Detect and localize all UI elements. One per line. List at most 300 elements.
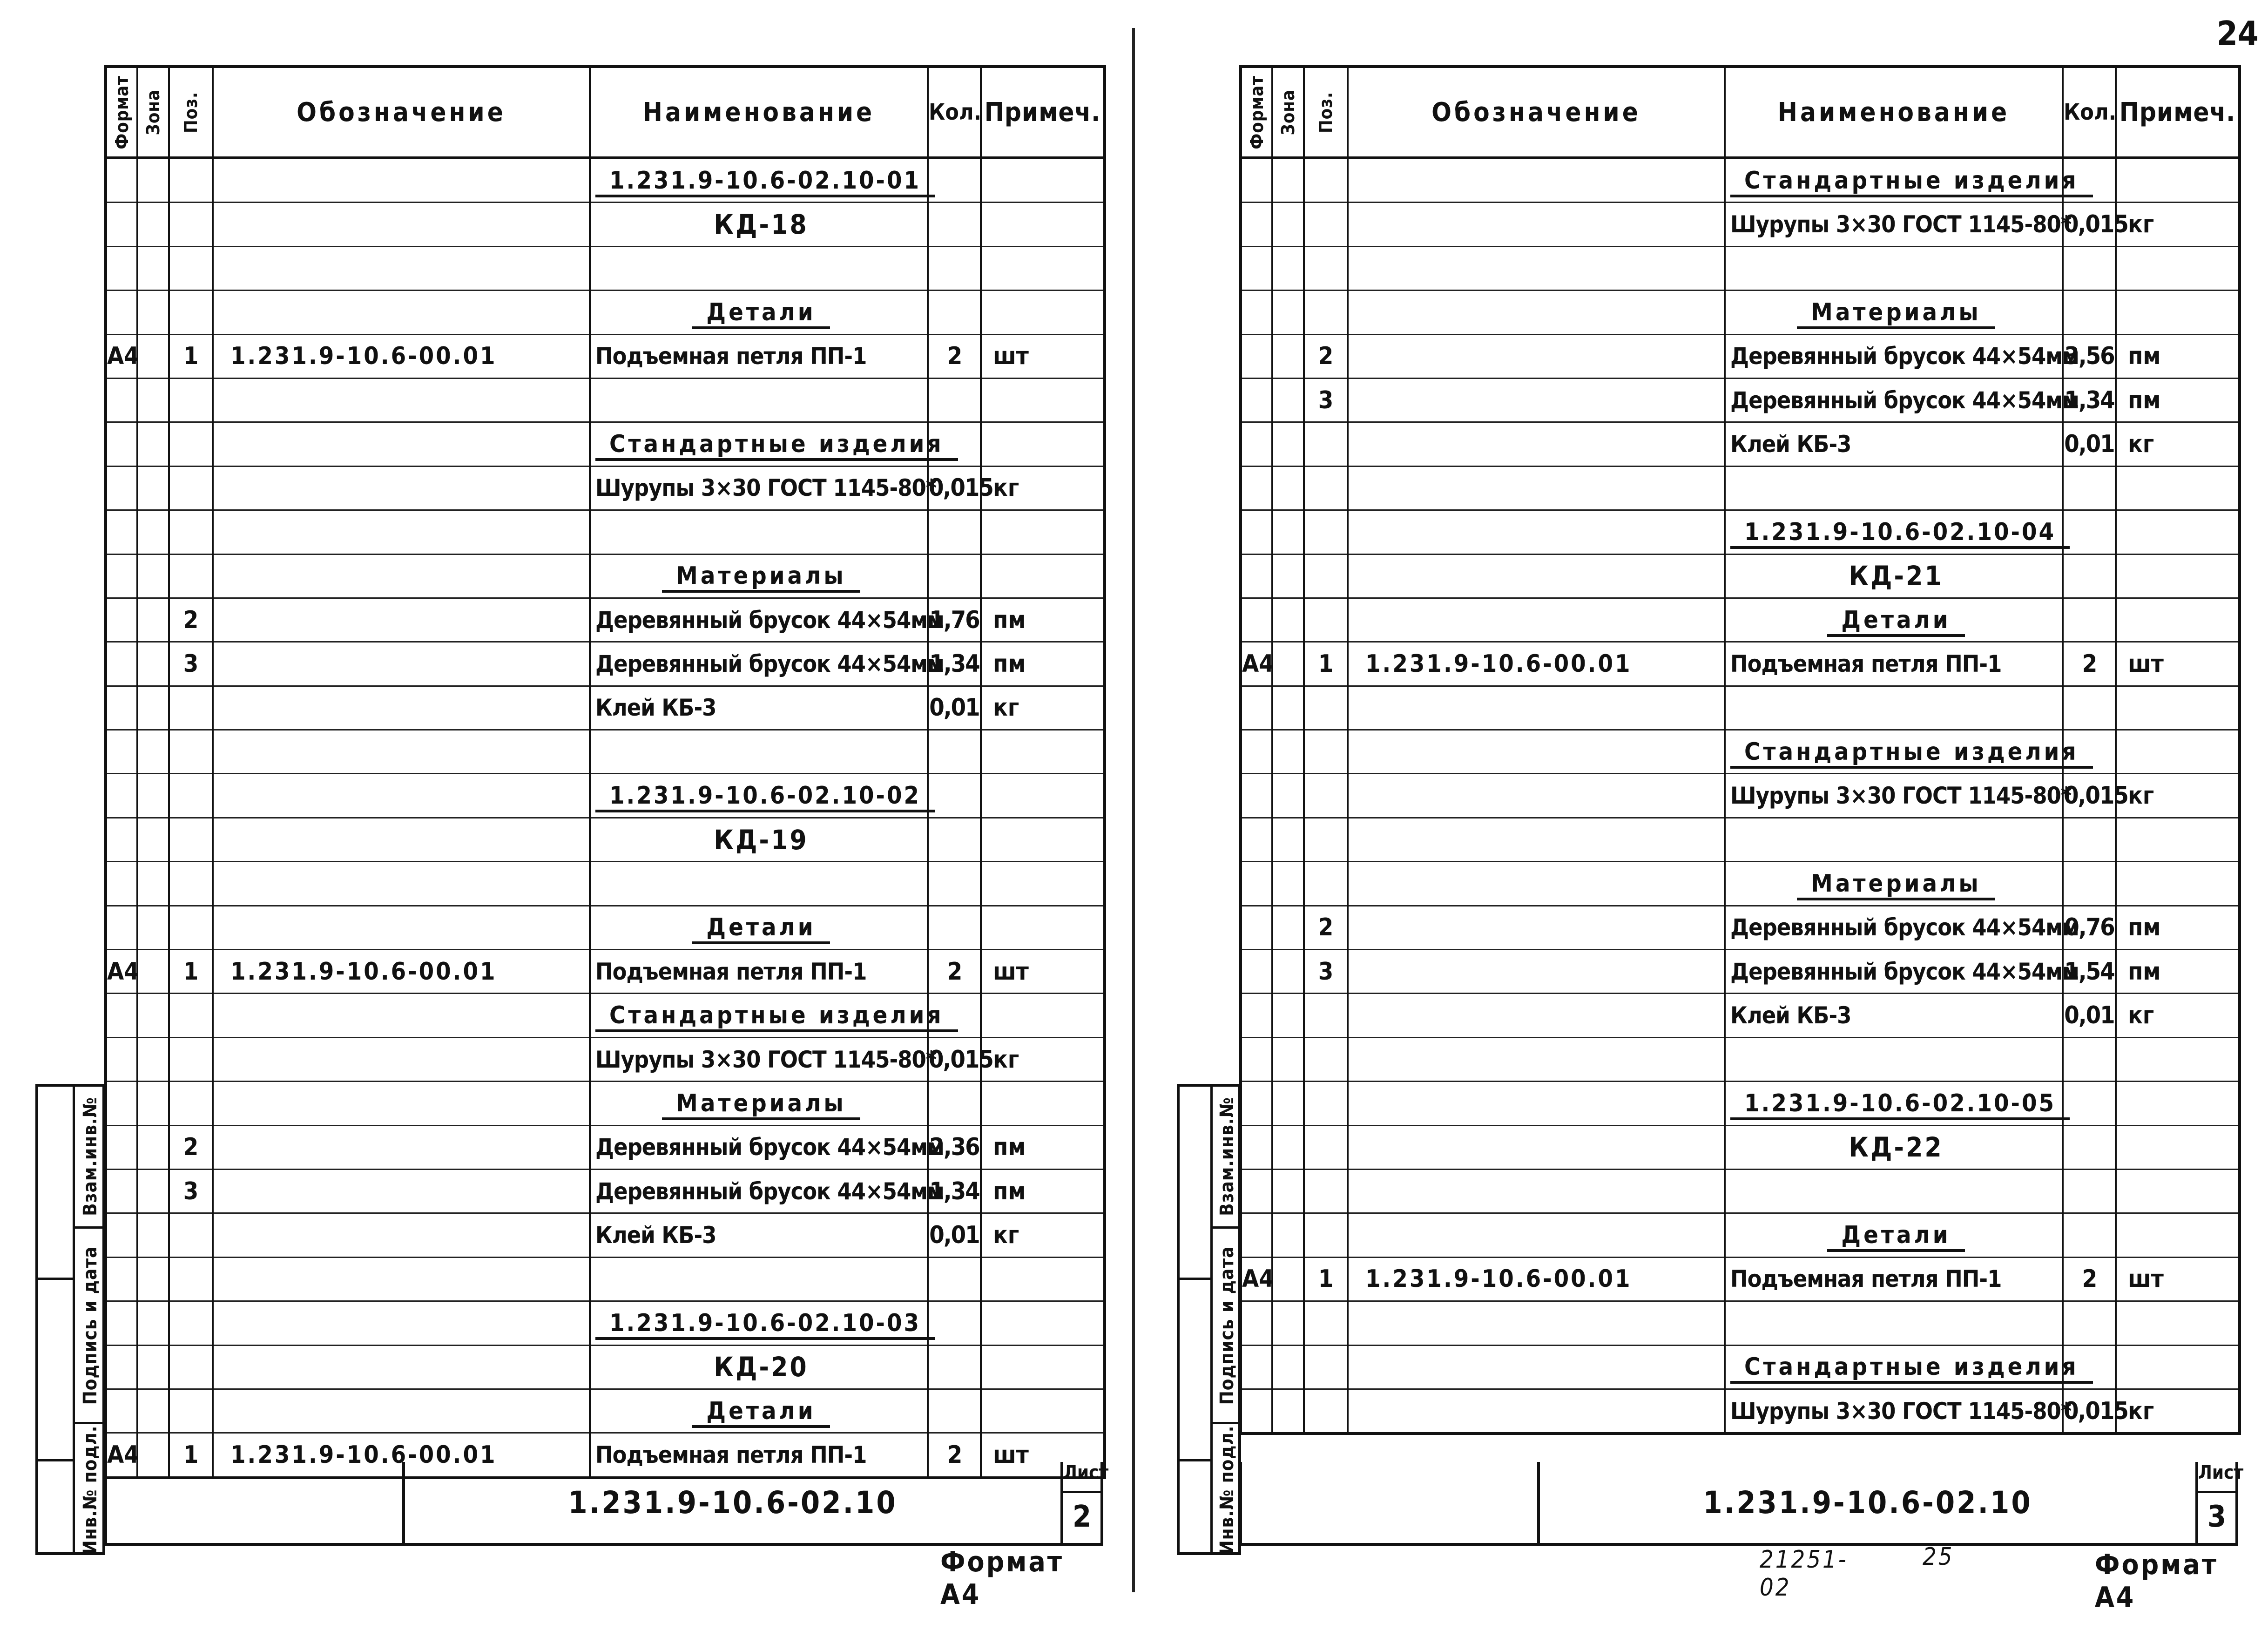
name-cell: Подъемная петля ПП-1 <box>590 1433 928 1478</box>
quantity-cell: 0,01 <box>928 686 981 730</box>
position-cell <box>169 730 213 774</box>
name-cell: Клей КБ-3 <box>1725 422 2063 466</box>
position-cell <box>1304 1301 1348 1345</box>
position-cell <box>1304 466 1348 510</box>
designation-cell <box>213 1389 590 1433</box>
table-row <box>106 1345 1105 1389</box>
name-cell: КД-21 <box>1725 554 2063 598</box>
zone-cell <box>1272 730 1304 774</box>
zone-cell <box>137 1169 169 1213</box>
name-cell: КД-19 <box>590 818 928 861</box>
name-cell: Стандартные изделия <box>590 422 928 466</box>
table-row <box>106 422 1105 466</box>
note-cell: пм <box>2116 378 2240 422</box>
note-cell <box>2116 510 2240 554</box>
sheet-label: Лист <box>2198 1462 2235 1493</box>
quantity-cell <box>2063 1082 2116 1125</box>
designation-cell: 1.231.9-10.6-00.01 <box>1348 1257 1725 1301</box>
format-cell <box>1241 378 1272 422</box>
format-cell <box>106 1037 137 1081</box>
designation-cell <box>213 291 590 334</box>
name-cell: Подъемная петля ПП-1 <box>1725 642 2063 686</box>
designation-cell <box>1348 1345 1725 1389</box>
note-cell <box>981 510 1105 554</box>
format-cell <box>106 1389 137 1433</box>
note-cell: кг <box>2116 774 2240 818</box>
designation-cell <box>213 378 590 422</box>
name-cell: Детали <box>590 1389 928 1433</box>
format-cell <box>1241 466 1272 510</box>
table-row <box>1241 378 2240 422</box>
position-cell: 1 <box>169 950 213 994</box>
format-cell <box>106 554 137 598</box>
table-row <box>106 1301 1105 1345</box>
note-cell <box>981 994 1105 1037</box>
zone-cell <box>137 862 169 906</box>
zone-cell <box>1272 1389 1304 1434</box>
designation-cell <box>1348 334 1725 378</box>
designation-cell <box>213 510 590 554</box>
title-block-right <box>1239 1462 2244 1546</box>
quantity-cell: 2 <box>928 950 981 994</box>
zone-cell <box>137 1082 169 1125</box>
note-cell: пм <box>2116 906 2240 949</box>
position-cell <box>1304 994 1348 1037</box>
format-cell <box>1241 1301 1272 1345</box>
name-cell: Деревянный брусок 44×54мм <box>590 642 928 686</box>
table-row <box>1241 466 2240 510</box>
name-cell: Детали <box>590 906 928 949</box>
position-cell: 2 <box>169 1125 213 1169</box>
designation-cell <box>213 246 590 290</box>
table-row <box>106 818 1105 861</box>
sidebar-signature-label: Подпись и дата <box>79 1246 101 1405</box>
table-row <box>106 158 1105 203</box>
quantity-cell <box>2063 862 2116 906</box>
designation-cell <box>1348 1213 1725 1257</box>
name-cell: Стандартные изделия <box>1725 1345 2063 1389</box>
designation-cell <box>1348 818 1725 861</box>
name-cell: 1.231.9-10.6-02.10-05 <box>1725 1082 2063 1125</box>
designation-cell <box>213 774 590 818</box>
note-cell: кг <box>981 686 1105 730</box>
zone-cell <box>137 334 169 378</box>
table-row <box>1241 158 2240 203</box>
position-cell <box>1304 862 1348 906</box>
quantity-cell: 0,01 <box>2063 994 2116 1037</box>
designation-cell <box>213 158 590 203</box>
zone-cell <box>1272 158 1304 203</box>
note-cell <box>981 291 1105 334</box>
header-note: Примеч. <box>981 67 1105 158</box>
quantity-cell <box>928 158 981 203</box>
name-cell: 1.231.9-10.6-02.10-02 <box>590 774 928 818</box>
table-row <box>1241 1345 2240 1389</box>
format-cell <box>106 1169 137 1213</box>
zone-cell <box>1272 950 1304 994</box>
sidebar-stamp-right <box>1177 1084 1241 1555</box>
table-row <box>1241 1037 2240 1081</box>
note-cell: шт <box>981 950 1105 994</box>
zone-cell <box>137 818 169 861</box>
note-cell <box>981 554 1105 598</box>
table-row <box>106 1082 1105 1125</box>
note-cell: кг <box>2116 203 2240 246</box>
position-cell <box>169 906 213 949</box>
format-cell <box>1241 1037 1272 1081</box>
format-cell <box>106 378 137 422</box>
format-cell <box>106 158 137 203</box>
position-cell: 3 <box>1304 950 1348 994</box>
zone-cell <box>137 1345 169 1389</box>
format-cell <box>1241 554 1272 598</box>
footer-format-left: Формат А4 <box>940 1546 1064 1611</box>
name-cell: 1.231.9-10.6-02.10-03 <box>590 1301 928 1345</box>
quantity-cell <box>928 774 981 818</box>
note-cell <box>2116 818 2240 861</box>
zone-cell <box>137 906 169 949</box>
position-cell <box>1304 1082 1348 1125</box>
designation-cell <box>1348 862 1725 906</box>
note-cell <box>981 1389 1105 1433</box>
format-cell <box>1241 598 1272 642</box>
name-cell <box>590 246 928 290</box>
table-row <box>106 1257 1105 1301</box>
position-cell <box>1304 1345 1348 1389</box>
position-cell <box>1304 203 1348 246</box>
designation-cell <box>213 1169 590 1213</box>
quantity-cell <box>2063 291 2116 334</box>
format-cell <box>1241 862 1272 906</box>
format-cell <box>1241 158 1272 203</box>
name-cell: Деревянный брусок 44×54мм <box>1725 906 2063 949</box>
quantity-cell <box>2063 1213 2116 1257</box>
name-cell <box>590 862 928 906</box>
header-format: Формат <box>1241 67 1272 158</box>
designation-cell <box>1348 686 1725 730</box>
zone-cell <box>1272 598 1304 642</box>
table-row <box>1241 1082 2240 1125</box>
designation-cell <box>1348 1389 1725 1434</box>
name-cell: Детали <box>590 291 928 334</box>
position-cell <box>1304 1213 1348 1257</box>
note-cell <box>981 818 1105 861</box>
table-row <box>106 686 1105 730</box>
position-cell: 2 <box>1304 334 1348 378</box>
note-cell <box>981 906 1105 949</box>
zone-cell <box>1272 246 1304 290</box>
position-cell: 3 <box>169 1169 213 1213</box>
quantity-cell: 1,34 <box>2063 378 2116 422</box>
name-cell <box>1725 1169 2063 1213</box>
format-cell: А4 <box>106 1433 137 1478</box>
name-cell: Деревянный брусок 44×54мм <box>590 598 928 642</box>
sidebar-inventory-label: Инв.№ подл. <box>79 1425 101 1554</box>
format-cell <box>1241 818 1272 861</box>
quantity-cell <box>928 862 981 906</box>
note-cell: кг <box>2116 422 2240 466</box>
table-row <box>1241 862 2240 906</box>
format-cell <box>1241 1169 1272 1213</box>
table-row <box>1241 642 2240 686</box>
note-cell <box>2116 1169 2240 1213</box>
position-cell: 1 <box>1304 1257 1348 1301</box>
table-row <box>106 950 1105 994</box>
note-cell <box>2116 730 2240 774</box>
format-cell <box>106 730 137 774</box>
table-row <box>106 291 1105 334</box>
zone-cell <box>1272 686 1304 730</box>
quantity-cell: 0,015 <box>2063 203 2116 246</box>
header-row <box>106 67 1105 158</box>
position-cell <box>1304 1389 1348 1434</box>
position-cell: 2 <box>169 598 213 642</box>
zone-cell <box>137 158 169 203</box>
position-cell <box>169 1257 213 1301</box>
note-cell: кг <box>2116 994 2240 1037</box>
designation-cell <box>1348 378 1725 422</box>
name-cell: Подъемная петля ПП-1 <box>1725 1257 2063 1301</box>
designation-cell <box>213 1037 590 1081</box>
table-row <box>1241 994 2240 1037</box>
document-code: 1.231.9-10.6-02.10 <box>1537 1462 2195 1543</box>
quantity-cell <box>928 818 981 861</box>
table-row <box>106 642 1105 686</box>
quantity-cell <box>928 1301 981 1345</box>
position-cell <box>1304 1037 1348 1081</box>
designation-cell: 1.231.9-10.6-00.01 <box>213 950 590 994</box>
quantity-cell: 0,01 <box>928 1213 981 1257</box>
sidebar-replacement-label: Взам.инв.№ <box>79 1097 101 1216</box>
position-cell <box>1304 686 1348 730</box>
quantity-cell: 1,34 <box>928 642 981 686</box>
page-number: 24 <box>2216 14 2259 53</box>
sidebar-replacement-label: Взам.инв.№ <box>1216 1097 1238 1216</box>
format-cell <box>106 774 137 818</box>
note-cell: шт <box>2116 642 2240 686</box>
name-cell <box>1725 818 2063 861</box>
designation-cell <box>1348 1169 1725 1213</box>
note-cell <box>981 246 1105 290</box>
table-row <box>1241 203 2240 246</box>
format-cell <box>106 1345 137 1389</box>
header-position: Поз. <box>1304 67 1348 158</box>
table-row <box>106 466 1105 510</box>
designation-cell <box>213 642 590 686</box>
position-cell: 1 <box>1304 642 1348 686</box>
name-cell: Шурупы 3×30 ГОСТ 1145-80* <box>1725 203 2063 246</box>
designation-cell <box>213 1125 590 1169</box>
position-cell <box>1304 730 1348 774</box>
zone-cell <box>1272 818 1304 861</box>
header-quantity: Кол. <box>928 67 981 158</box>
format-cell <box>1241 1082 1272 1125</box>
table-row <box>1241 422 2240 466</box>
zone-cell <box>1272 1301 1304 1345</box>
note-cell: шт <box>981 334 1105 378</box>
zone-cell <box>137 598 169 642</box>
position-cell: 3 <box>1304 378 1348 422</box>
name-cell <box>590 1257 928 1301</box>
zone-cell <box>1272 642 1304 686</box>
zone-cell <box>1272 334 1304 378</box>
format-cell <box>1241 1213 1272 1257</box>
name-cell: 1.231.9-10.6-02.10-04 <box>1725 510 2063 554</box>
designation-cell <box>1348 422 1725 466</box>
table-row <box>1241 510 2240 554</box>
table-row <box>106 1213 1105 1257</box>
quantity-cell: 2 <box>2063 642 2116 686</box>
note-cell <box>2116 158 2240 203</box>
position-cell <box>1304 422 1348 466</box>
designation-cell <box>213 906 590 949</box>
note-cell: кг <box>981 1213 1105 1257</box>
position-cell <box>1304 554 1348 598</box>
note-cell: пм <box>981 1169 1105 1213</box>
format-cell <box>1241 1125 1272 1169</box>
zone-cell <box>1272 378 1304 422</box>
note-cell <box>981 730 1105 774</box>
note-cell <box>981 1345 1105 1389</box>
position-cell <box>1304 510 1348 554</box>
designation-cell <box>1348 291 1725 334</box>
name-cell: Деревянный брусок 44×54мм <box>1725 334 2063 378</box>
quantity-cell: 1,34 <box>928 1169 981 1213</box>
header-format: Формат <box>106 67 137 158</box>
format-cell: А4 <box>106 950 137 994</box>
table-row <box>1241 246 2240 290</box>
zone-cell <box>137 642 169 686</box>
note-cell <box>981 158 1105 203</box>
designation-cell <box>1348 1301 1725 1345</box>
quantity-cell: 2 <box>928 1433 981 1478</box>
note-cell <box>2116 246 2240 290</box>
note-cell: пм <box>981 598 1105 642</box>
zone-cell <box>1272 466 1304 510</box>
name-cell <box>1725 466 2063 510</box>
zone-cell <box>1272 422 1304 466</box>
quantity-cell <box>928 730 981 774</box>
position-cell <box>1304 246 1348 290</box>
note-cell: пм <box>981 642 1105 686</box>
name-cell <box>590 378 928 422</box>
table-row <box>1241 818 2240 861</box>
designation-cell: 1.231.9-10.6-00.01 <box>1348 642 1725 686</box>
quantity-cell <box>928 291 981 334</box>
table-row <box>1241 906 2240 949</box>
zone-cell <box>1272 1257 1304 1301</box>
table-row <box>1241 598 2240 642</box>
table-row <box>106 246 1105 290</box>
zone-cell <box>137 1389 169 1433</box>
position-cell <box>1304 291 1348 334</box>
sidebar-inventory-label: Инв.№ подл. <box>1216 1425 1238 1554</box>
note-cell <box>2116 291 2240 334</box>
header-zone: Зона <box>137 67 169 158</box>
position-cell <box>169 1301 213 1345</box>
format-cell <box>1241 1345 1272 1389</box>
quantity-cell <box>2063 1125 2116 1169</box>
position-cell <box>169 422 213 466</box>
table-row <box>106 730 1105 774</box>
note-cell: пм <box>981 1125 1105 1169</box>
designation-cell <box>1348 466 1725 510</box>
header-zone: Зона <box>1272 67 1304 158</box>
quantity-cell <box>2063 466 2116 510</box>
format-cell <box>1241 246 1272 290</box>
table-row <box>106 554 1105 598</box>
position-cell <box>169 466 213 510</box>
position-cell: 1 <box>169 334 213 378</box>
designation-cell <box>1348 554 1725 598</box>
name-cell: Детали <box>1725 598 2063 642</box>
format-cell <box>1241 994 1272 1037</box>
header-row <box>1241 67 2240 158</box>
format-cell <box>1241 291 1272 334</box>
table-row <box>106 774 1105 818</box>
note-cell: кг <box>981 466 1105 510</box>
zone-cell <box>137 422 169 466</box>
position-cell <box>169 862 213 906</box>
format-cell <box>1241 1389 1272 1434</box>
zone-cell <box>137 686 169 730</box>
name-cell: Материалы <box>1725 291 2063 334</box>
position-cell <box>169 818 213 861</box>
quantity-cell: 1,54 <box>2063 950 2116 994</box>
name-cell: Шурупы 3×30 ГОСТ 1145-80* <box>590 466 928 510</box>
table-row <box>106 510 1105 554</box>
table-row <box>106 203 1105 246</box>
name-cell: Материалы <box>1725 862 2063 906</box>
zone-cell <box>137 378 169 422</box>
quantity-cell: 2 <box>928 334 981 378</box>
note-cell <box>981 774 1105 818</box>
sidebar-signature-label: Подпись и дата <box>1216 1246 1238 1405</box>
designation-cell <box>213 994 590 1037</box>
table-row <box>106 906 1105 949</box>
header-designation: Обозначение <box>213 67 590 158</box>
name-cell: Материалы <box>590 554 928 598</box>
note-cell <box>2116 466 2240 510</box>
format-cell <box>106 642 137 686</box>
format-cell <box>1241 203 1272 246</box>
format-cell: А4 <box>1241 642 1272 686</box>
designation-cell <box>1348 510 1725 554</box>
quantity-cell: 2 <box>2063 1257 2116 1301</box>
zone-cell <box>137 994 169 1037</box>
name-cell <box>1725 1037 2063 1081</box>
sheet-divider <box>1132 28 1135 1592</box>
name-cell <box>1725 246 2063 290</box>
position-cell <box>169 554 213 598</box>
zone-cell <box>137 203 169 246</box>
name-cell: Материалы <box>590 1082 928 1125</box>
position-cell <box>169 1389 213 1433</box>
note-cell: кг <box>2116 1389 2240 1434</box>
quantity-cell <box>2063 246 2116 290</box>
name-cell: Клей КБ-3 <box>1725 994 2063 1037</box>
sheet-label: Лист <box>1063 1462 1100 1493</box>
quantity-cell <box>928 554 981 598</box>
note-cell: шт <box>981 1433 1105 1478</box>
name-cell: Клей КБ-3 <box>590 1213 928 1257</box>
zone-cell <box>1272 510 1304 554</box>
name-cell <box>590 510 928 554</box>
quantity-cell <box>2063 510 2116 554</box>
format-cell <box>106 906 137 949</box>
sidebar-stamp-left <box>35 1084 105 1555</box>
zone-cell <box>137 1125 169 1169</box>
